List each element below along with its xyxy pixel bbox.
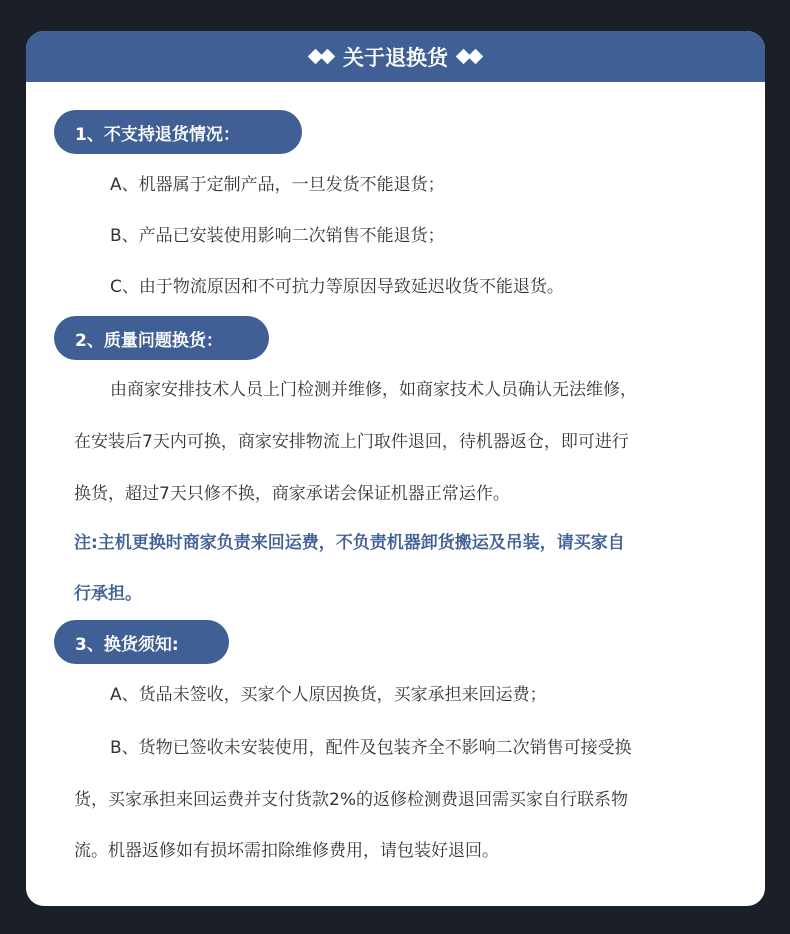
note-line: 行承担。 [74,584,142,604]
section-label-no-return: 1、不支持退货情况： [54,110,302,154]
double-diamond-icon [310,51,333,62]
policy-line: 货，买家承担来回运费并支付货款2%的返修检测费退回需买家自行联系物 [74,790,628,810]
policy-line: 由商家安排技术人员上门检测并维修，如商家技术人员确认无法维修， [110,380,637,400]
policy-line: B、产品已安装使用影响二次销售不能退货； [110,226,445,246]
policy-line: A、货品未签收，买家个人原因换货，买家承担来回运费； [110,685,547,705]
double-diamond-icon [458,51,481,62]
policy-line: C、由于物流原因和不可抗力等原因导致延迟收货不能退货。 [110,277,564,297]
section-label-quality-exchange: 2、质量问题换货： [54,316,269,360]
policy-line: 换货，超过7天只修不换，商家承诺会保证机器正常运作。 [74,484,510,504]
policy-line: 在安装后7天内可换，商家安排物流上门取件退回，待机器返仓，即可进行 [74,432,629,452]
page-title: 关于退换货 [343,45,448,70]
policy-line: A、机器属于定制产品，一旦发货不能退货； [110,175,445,195]
return-policy-card [26,31,765,906]
policy-line: 流。机器返修如有损坏需扣除维修费用，请包装好退回。 [74,841,499,861]
policy-line: B、货物已签收未安装使用，配件及包装齐全不影响二次销售可接受换 [110,738,632,758]
card-header [26,31,765,82]
section-label-exchange-notice: 3、换货须知: [54,620,229,664]
note-line: 注:主机更换时商家负责来回运费，不负责机器卸货搬运及吊装，请买家自 [74,533,625,553]
